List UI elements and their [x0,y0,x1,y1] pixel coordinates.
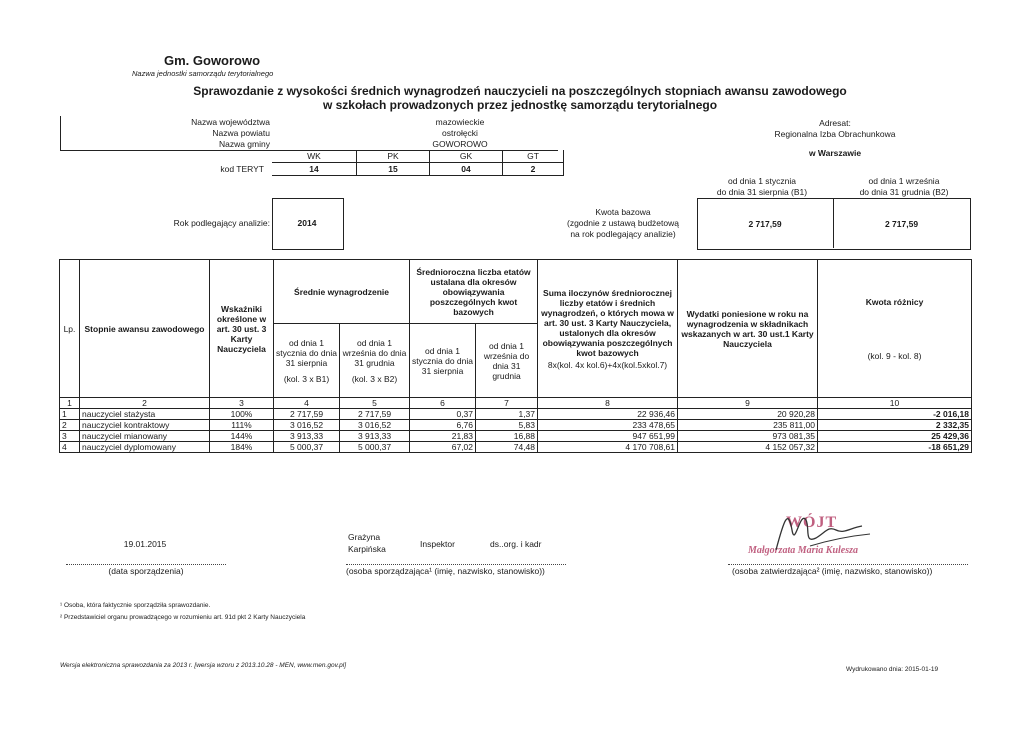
teryt-gk: 04 [430,163,503,176]
row-wydatki: 235 811,00 [678,420,818,431]
col-roznica-header [818,260,972,398]
row-lp: 1 [60,409,80,420]
row-wydatki: 973 081,35 [678,431,818,442]
col-number: 5 [340,398,410,409]
row-lp: 4 [60,442,80,453]
row-suma: 233 478,65 [538,420,678,431]
col-wydatki-header: Wydatki poniesione w roku na wynagrodzenia w składnikach wskazanych w art. 30 ust.1 Karty Nauczyciela [678,260,818,398]
row-lp: 3 [60,431,80,442]
b1-value: 2 717,59 [748,219,782,229]
version-note: Wersja elektroniczna sprawozdania za 2013 r. [wersja wzoru z 2013.10.28 - MEN, www.men.gov.pl] [60,662,347,669]
kwota-label-2: (zgodnie z ustawą budżetową [567,218,679,228]
printed-date: Wydrukowano dnia: 2015-01-19 [846,666,939,673]
b2-head-2: do dnia 31 grudnia (B2) [859,187,949,197]
table-row [60,409,972,420]
row-diff: 2 332,35 [818,420,972,431]
preparer-role: Inspektor [420,539,455,549]
row-wsk: 184% [210,442,274,453]
row-suma: 22 936,46 [538,409,678,420]
col-number: 4 [274,398,340,409]
year-label: Rok podlegający analizie: [173,218,270,228]
row-name: nauczyciel mianowany [80,431,210,442]
col-wskazniki-header: Wskaźniki określone w art. 30 ust. 3 Karty Nauczyciela [210,260,274,398]
teryt-table [272,150,564,176]
b1-head-2: do dnia 31 sierpnia (B1) [716,187,808,197]
salary-table [59,259,972,453]
b2-head-1: od dnia 1 września [868,176,940,186]
col-sr-b-header [340,324,410,398]
row-et2: 74,48 [476,442,538,453]
row-sr2: 5 000,37 [340,442,410,453]
row-lp: 2 [60,420,80,431]
row-et2: 16,88 [476,431,538,442]
kwota-label-1: Kwota bazowa [595,207,651,217]
row-et2: 1,37 [476,409,538,420]
row-sr1: 3 016,52 [274,420,340,431]
adresat-name: Regionalna Izba Obrachunkowa [774,129,896,139]
signature-mark [770,500,880,560]
row-et1: 21,83 [410,431,476,442]
approver-caption: (osoba zatwierdzająca² (imię, nazwisko, stanowisko)) [732,566,933,576]
date-caption: (data sporządzenia) [108,566,184,576]
teryt-head-pk: PK [357,150,430,163]
preparer-caption: (osoba sporządzająca¹ (imię, nazwisko, stanowisko)) [346,566,545,576]
preparer-dept: ds..org. i kadr [490,539,542,549]
teryt-head-gk: GK [430,150,503,163]
col-stopnie-header: Stopnie awansu zawodowego [80,260,210,398]
kwota-label-3: na rok podlegający analizie) [570,229,676,239]
row-wsk: 100% [210,409,274,420]
teryt-pk: 15 [357,163,430,176]
gmina-name: Gm. Goworowo [164,53,261,68]
approver-line [728,564,968,565]
col-suma-title: Suma iloczynów średniorocznej liczby etatów i średnich wynagrodzeń, o których mowa w art. 30 ust. 3 Karty Nauczyciela, ustalonych dla okresów obowiązywania poszczególnych kwot bazowych [541,287,674,358]
b1-head-1: od dnia 1 stycznia [727,176,797,186]
row-sr1: 3 913,33 [274,431,340,442]
year-value: 2014 [297,218,317,228]
adresat-label: Adresat: [819,118,851,128]
col-number: 3 [210,398,274,409]
col-number: 7 [476,398,538,409]
commune-label: Nazwa gminy [218,139,270,149]
row-name: nauczyciel stażysta [80,409,210,420]
col-suma-formula: 8x(kol. 4x kol.6)+4x(kol.5xkol.7) [547,359,668,370]
col-sr-b-formula: (kol. 3 x B2) [351,373,398,384]
col-sr-a-title: od dnia 1 stycznia do dnia 31 sierpnia [276,337,337,368]
report-title-line1: Sprawozdanie z wysokości średnich wynagrodzeń nauczycieli na poszczególnych stopniach awansu zawodowego [193,84,847,98]
col-roznica-title: Kwota różnicy [865,296,924,307]
row-et1: 0,37 [410,409,476,420]
col-number: 8 [538,398,678,409]
col-number: 2 [80,398,210,409]
table-row [60,442,972,453]
col-sr-b-title: od dnia 1 września do dnia 31 grudnia [342,337,407,368]
table-row [60,431,972,442]
preparer-first-name: Grażyna [348,532,381,542]
row-sr1: 2 717,59 [274,409,340,420]
row-wsk: 144% [210,431,274,442]
row-diff: -18 651,29 [818,442,972,453]
teryt-gt: 2 [503,163,564,176]
approver-name-stamp: Małgorzata Maria Kulesza [748,545,859,556]
teryt-head-gt: GT [503,150,564,163]
table-row [60,420,972,431]
col-sr-a-formula: (kol. 3 x B1) [283,373,330,384]
teryt-wk: 14 [272,163,357,176]
col-et-a-header: od dnia 1 stycznia do dnia 31 sierpnia [410,324,476,398]
footnote-2: ² Przedstawiciel organu prowadzącego w rozumieniu art. 91d pkt 2 Karty Nauczyciela [60,614,306,621]
county-value: ostrołęcki [442,128,478,138]
col-number: 10 [818,398,972,409]
col-number: 6 [410,398,476,409]
row-wydatki: 4 152 057,32 [678,442,818,453]
approver-stamp: WÓJT [786,514,838,531]
row-name: nauczyciel dyplomowany [80,442,210,453]
teryt-label: kod TERYT [220,164,264,174]
col-roznica-formula: (kol. 9 - kol. 8) [867,350,922,361]
col-lp-header: Lp. [60,260,80,398]
row-name: nauczyciel kontraktowy [80,420,210,431]
col-number: 1 [60,398,80,409]
col-etaty-header: Średnioroczna liczba etatów ustalana dla okresów obowiązywania poszczególnych kwot bazowych [410,260,538,324]
report-date: 19.01.2015 [123,539,167,549]
row-diff: 25 429,36 [818,431,972,442]
county-label: Nazwa powiatu [212,128,270,138]
col-number: 9 [678,398,818,409]
gmina-caption: Nazwa jednostki samorządu terytorialnego [132,69,274,78]
row-diff: -2 016,18 [818,409,972,420]
row-suma: 947 651,99 [538,431,678,442]
row-et1: 6,76 [410,420,476,431]
row-sr2: 2 717,59 [340,409,410,420]
row-sr2: 3 016,52 [340,420,410,431]
voivodeship-label: Nazwa województwa [191,117,270,127]
row-sr2: 3 913,33 [340,431,410,442]
row-wydatki: 20 920,28 [678,409,818,420]
row-et2: 5,83 [476,420,538,431]
teryt-head-wk: WK [272,150,357,163]
row-et1: 67,02 [410,442,476,453]
report-title-line2: w szkołach prowadzonych przez jednostkę samorządu terytorialnego [322,98,718,112]
row-suma: 4 170 708,61 [538,442,678,453]
col-suma-header [538,260,678,398]
col-sr-a-header [274,324,340,398]
adresat-city: w Warszawie [808,148,862,158]
date-line [66,564,226,565]
voivodeship-value: mazowieckie [435,117,485,127]
row-wsk: 111% [210,420,274,431]
commune-value: GOWOROWO [432,139,488,149]
row-sr1: 5 000,37 [274,442,340,453]
b2-value: 2 717,59 [884,219,919,229]
preparer-line [346,564,566,565]
preparer-last-name: Karpińska [348,544,386,554]
col-srednie-header: Średnie wynagrodzenie [274,260,410,324]
footnote-1: ¹ Osoba, która faktycznie sporządziła sprawozdanie. [60,602,211,609]
col-et-b-header: od dnia 1 września do dnia 31 grudnia [476,324,538,398]
